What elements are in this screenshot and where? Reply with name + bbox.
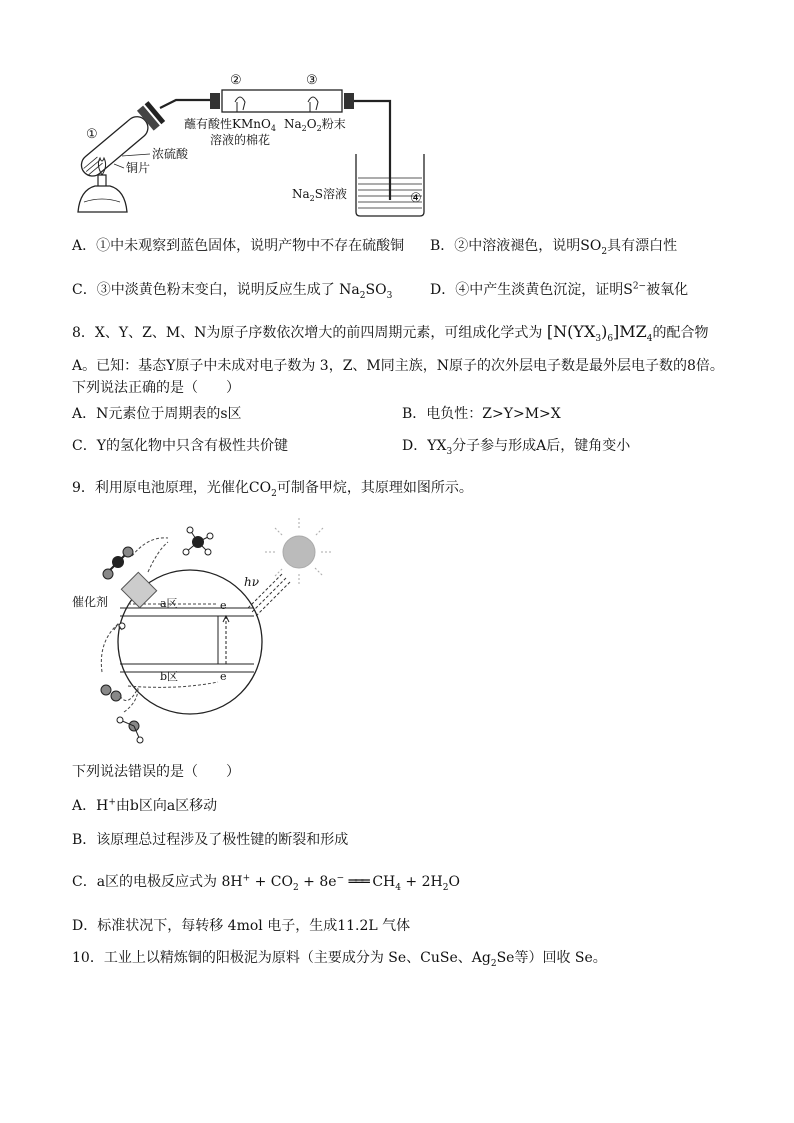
q9-option-d: D．标准状况下，每转移 4mol 电子，生成11.2L 气体 xyxy=(72,918,411,934)
q8-line2: A。已知：基态Y原子中未成对电子数为 3，Z、M同主族，N原子的次外层电子数是最外层电子数的8倍。 xyxy=(72,358,724,374)
e-top-label: e xyxy=(220,599,227,612)
fig-cu-label: 铜片 xyxy=(126,161,151,175)
zone-a-label: a区 xyxy=(160,597,178,610)
e-bottom-label: e xyxy=(220,670,227,683)
q9-stem: 9．利用原电池原理，光催化$CO_2$可制备甲烷，其原理如图所示。 xyxy=(72,480,473,499)
fig-label-1: ① xyxy=(86,127,98,142)
fig-kmno4-label: 蘸有酸性KMnO$_4$ xyxy=(184,117,276,133)
fig-label-4: ④ xyxy=(410,191,422,206)
q8-option-d: D．$YX_3$分子参与形成A后，键角变小 xyxy=(402,438,631,457)
fig-h2so4-label: 浓硫酸 xyxy=(152,147,189,161)
q8-option-a: A．N元素位于周期表的s区 xyxy=(72,406,242,422)
fig-cotton-label: 溶液的棉花 xyxy=(210,133,271,147)
q7-option-c: C．③中淡黄色粉末变白，说明反应生成了 $Na_2SO_3$ xyxy=(72,282,393,301)
fig-label-3: ③ xyxy=(306,73,318,88)
fig-na2s-label: $Na_2S$溶液 xyxy=(292,187,347,203)
q8-option-c: C．Y的氢化物中只含有极性共价键 xyxy=(72,438,288,454)
q9-option-a: A．H+由b区向a区移动 xyxy=(72,797,218,814)
q10-stem: 10．工业上以精炼铜的阳极泥为原料（主要成分为 Se、CuSe、$Ag_2Se$等）回收 Se。 xyxy=(72,950,607,969)
q8-option-b: B．电负性：Z>Y>M>X xyxy=(402,406,561,422)
fig-label-2: ② xyxy=(230,73,242,88)
q8-question: 下列说法正确的是（ ） xyxy=(72,380,240,396)
fig-na2o2-label: $Na_2O_2$粉末 xyxy=(284,117,346,133)
catalyst-label: 催化剂 xyxy=(72,595,109,609)
q7-apparatus-figure xyxy=(60,60,460,220)
q9-option-c: C．a区的电极反应式为 $8H^+ + CO_2 + 8e^-$ ═══ $CH_4 + 2H_2O$ xyxy=(72,873,460,893)
zone-b-label: b区 xyxy=(160,670,179,683)
q7-option-b: B．②中溶液褪色，说明$SO_2$具有漂白性 xyxy=(430,238,678,257)
q9-photocatalysis-figure xyxy=(68,512,348,752)
q9-option-b: B．该原理总过程涉及了极性键的断裂和形成 xyxy=(72,832,349,848)
q7-option-d: D．④中产生淡黄色沉淀，证明$S^{2-}$被氧化 xyxy=(430,281,689,298)
hv-label: hν xyxy=(244,575,260,589)
q7-option-a: A．①中未观察到蓝色固体，说明产物中不存在硫酸铜 xyxy=(72,238,405,254)
q8-stem: 8．X、Y、Z、M、N为原子序数依次增大的前四周期元素，可组成化学式为 $[N(YX_3)_6]MZ_4$的配合物 xyxy=(72,322,709,344)
q9-question: 下列说法错误的是（ ） xyxy=(72,764,240,780)
